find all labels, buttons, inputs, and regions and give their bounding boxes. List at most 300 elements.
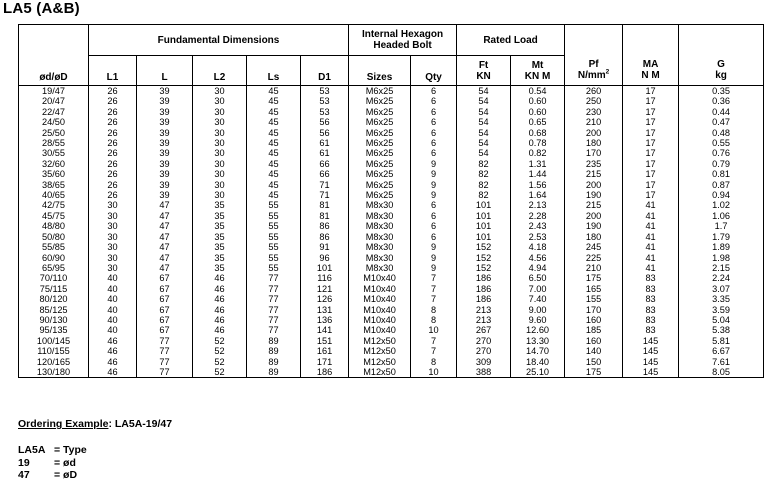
cell-ls: 55: [247, 232, 301, 242]
cell-l2: 30: [193, 96, 247, 106]
cell-ft: 82: [457, 169, 511, 179]
cell-ma: 17: [623, 159, 679, 169]
cell-l: 39: [137, 180, 193, 190]
table-row: [19, 367, 764, 378]
cell-g: 1.06: [679, 211, 764, 221]
cell-pf: 170: [565, 305, 623, 315]
cell-ma: 145: [623, 336, 679, 346]
cell-qty: 6: [411, 138, 457, 148]
cell-ft: 82: [457, 180, 511, 190]
col-header-pf: [565, 56, 623, 86]
cell-mt: 9.00: [511, 305, 565, 315]
cell-mt: 4.18: [511, 242, 565, 252]
legend-key: 19: [18, 456, 30, 469]
legend-row-type: [18, 444, 87, 457]
cell-qty: 9: [411, 190, 457, 200]
cell-l1: 26: [89, 96, 137, 106]
table-row: [19, 294, 764, 304]
cell-dd: 75/115: [19, 284, 89, 294]
table-row: [19, 138, 764, 148]
cell-dd: 100/145: [19, 336, 89, 346]
cell-dd: 95/135: [19, 325, 89, 335]
cell-sizes: M6x25: [349, 190, 411, 200]
cell-pf: 190: [565, 221, 623, 231]
cell-dd: 80/120: [19, 294, 89, 304]
cell-l: 67: [137, 294, 193, 304]
cell-l: 39: [137, 138, 193, 148]
cell-ls: 55: [247, 263, 301, 273]
cell-d1: 131: [301, 305, 349, 315]
cell-mt: 0.60: [511, 96, 565, 106]
cell-g: 1.98: [679, 253, 764, 263]
cell-dd: 50/80: [19, 232, 89, 242]
cell-sizes: M8x30: [349, 263, 411, 273]
ordering-label: Ordering Example: [18, 418, 109, 430]
cell-l2: 30: [193, 148, 247, 158]
table-row: [19, 128, 764, 138]
cell-ft: 54: [457, 96, 511, 106]
cell-dd: 60/90: [19, 253, 89, 263]
table-row: [19, 117, 764, 127]
cell-dd: 30/55: [19, 148, 89, 158]
cell-ls: 55: [247, 221, 301, 231]
cell-g: 0.87: [679, 180, 764, 190]
table-row: [19, 346, 764, 356]
cell-sizes: M8x30: [349, 221, 411, 231]
cell-ft: 101: [457, 221, 511, 231]
cell-ma: 17: [623, 169, 679, 179]
cell-l1: 26: [89, 180, 137, 190]
cell-sizes: M6x25: [349, 96, 411, 106]
cell-ma: 145: [623, 367, 679, 378]
cell-qty: 7: [411, 336, 457, 346]
cell-mt: 0.54: [511, 86, 565, 97]
cell-g: 5.81: [679, 336, 764, 346]
cell-mt: 1.44: [511, 169, 565, 179]
table-row: [19, 180, 764, 190]
cell-qty: 6: [411, 211, 457, 221]
cell-qty: 6: [411, 117, 457, 127]
cell-ft: 101: [457, 232, 511, 242]
cell-dd: 19/47: [19, 86, 89, 97]
cell-l2: 46: [193, 305, 247, 315]
cell-l: 47: [137, 211, 193, 221]
cell-d1: 96: [301, 253, 349, 263]
cell-qty: 9: [411, 263, 457, 273]
cell-l: 67: [137, 315, 193, 325]
cell-mt: 0.60: [511, 107, 565, 117]
cell-sizes: M8x30: [349, 253, 411, 263]
table-row: [19, 232, 764, 242]
cell-g: 0.76: [679, 148, 764, 158]
cell-l2: 35: [193, 232, 247, 242]
cell-pf: 175: [565, 273, 623, 283]
cell-sizes: M6x25: [349, 169, 411, 179]
ma-label: MA: [642, 59, 659, 71]
cell-qty: 6: [411, 107, 457, 117]
cell-ma: 17: [623, 128, 679, 138]
legend-desc: = Type: [54, 444, 87, 456]
cell-ma: 145: [623, 357, 679, 367]
table-row: [19, 169, 764, 179]
col-header-g: [679, 56, 764, 86]
cell-ft: 54: [457, 86, 511, 97]
cell-d1: 101: [301, 263, 349, 273]
cell-ls: 89: [247, 336, 301, 346]
cell-d1: 71: [301, 180, 349, 190]
legend-key: LA5A: [18, 444, 46, 456]
cell-l1: 46: [89, 357, 137, 367]
cell-mt: 18.40: [511, 357, 565, 367]
cell-g: 0.36: [679, 96, 764, 106]
dimensions-table: [18, 24, 764, 378]
table-row: [19, 96, 764, 106]
cell-ft: 213: [457, 305, 511, 315]
header-blank-g: [679, 25, 764, 56]
cell-pf: 180: [565, 232, 623, 242]
cell-l1: 30: [89, 200, 137, 210]
cell-d1: 53: [301, 96, 349, 106]
cell-d1: 91: [301, 242, 349, 252]
cell-qty: 7: [411, 346, 457, 356]
table-row: [19, 284, 764, 294]
cell-g: 0.44: [679, 107, 764, 117]
cell-l1: 40: [89, 305, 137, 315]
cell-l2: 52: [193, 357, 247, 367]
legend-key: 47: [18, 469, 30, 481]
cell-pf: 200: [565, 128, 623, 138]
cell-d1: 81: [301, 200, 349, 210]
cell-ls: 45: [247, 117, 301, 127]
cell-pf: 140: [565, 346, 623, 356]
cell-ls: 45: [247, 107, 301, 117]
cell-pf: 150: [565, 357, 623, 367]
cell-g: 0.81: [679, 169, 764, 179]
cell-l: 47: [137, 253, 193, 263]
cell-ls: 55: [247, 253, 301, 263]
cell-l: 39: [137, 190, 193, 200]
cell-l2: 30: [193, 107, 247, 117]
cell-d1: 186: [301, 367, 349, 378]
cell-ft: 388: [457, 367, 511, 378]
cell-l: 47: [137, 200, 193, 210]
cell-g: 5.38: [679, 325, 764, 335]
table-row: [19, 211, 764, 221]
cell-mt: 7.00: [511, 284, 565, 294]
cell-pf: 260: [565, 86, 623, 97]
cell-ft: 54: [457, 148, 511, 158]
col-header-qty: Qty: [411, 56, 457, 86]
col-header-l: L: [137, 56, 193, 86]
cell-sizes: M8x30: [349, 242, 411, 252]
cell-ls: 55: [247, 211, 301, 221]
cell-dd: 35/60: [19, 169, 89, 179]
cell-l: 77: [137, 346, 193, 356]
cell-ls: 77: [247, 294, 301, 304]
table-row: [19, 253, 764, 263]
cell-g: 1.02: [679, 200, 764, 210]
cell-sizes: M6x25: [349, 117, 411, 127]
cell-sizes: M12x50: [349, 357, 411, 367]
table-row: [19, 305, 764, 315]
cell-ma: 41: [623, 263, 679, 273]
col-header-sizes: Sizes: [349, 56, 411, 86]
cell-d1: 66: [301, 159, 349, 169]
cell-ls: 77: [247, 273, 301, 283]
cell-mt: 14.70: [511, 346, 565, 356]
header-rated-load: Rated Load: [457, 25, 565, 56]
cell-pf: 225: [565, 253, 623, 263]
cell-ls: 89: [247, 367, 301, 378]
cell-l2: 46: [193, 315, 247, 325]
cell-ft: 270: [457, 336, 511, 346]
cell-qty: 6: [411, 200, 457, 210]
cell-l1: 26: [89, 117, 137, 127]
cell-l1: 40: [89, 284, 137, 294]
cell-mt: 4.94: [511, 263, 565, 273]
cell-pf: 250: [565, 96, 623, 106]
col-header-ls: Ls: [247, 56, 301, 86]
cell-ma: 83: [623, 284, 679, 294]
cell-l: 77: [137, 357, 193, 367]
legend-row-bore: [18, 457, 87, 470]
cell-l: 77: [137, 367, 193, 378]
cell-l: 67: [137, 325, 193, 335]
cell-sizes: M10x40: [349, 305, 411, 315]
cell-ma: 41: [623, 211, 679, 221]
cell-g: 7.61: [679, 357, 764, 367]
header-blank: [19, 25, 89, 56]
cell-g: 3.07: [679, 284, 764, 294]
cell-l2: 46: [193, 325, 247, 335]
header-fundamental-dimensions: Fundamental Dimensions: [89, 25, 349, 56]
cell-ls: 77: [247, 305, 301, 315]
cell-l: 39: [137, 107, 193, 117]
cell-pf: 170: [565, 148, 623, 158]
cell-l2: 52: [193, 367, 247, 378]
ordering-example: [18, 418, 172, 430]
col-header-d1: D1: [301, 56, 349, 86]
cell-sizes: M6x25: [349, 107, 411, 117]
cell-dd: 45/75: [19, 211, 89, 221]
cell-l: 39: [137, 86, 193, 97]
cell-l2: 30: [193, 86, 247, 97]
cell-dd: 90/130: [19, 315, 89, 325]
cell-ls: 77: [247, 325, 301, 335]
cell-ls: 55: [247, 200, 301, 210]
cell-dd: 48/80: [19, 221, 89, 231]
ordering-value: : LA5A-19/47: [108, 418, 173, 430]
table-row: [19, 107, 764, 117]
cell-pf: 165: [565, 284, 623, 294]
cell-ma: 17: [623, 138, 679, 148]
cell-sizes: M10x40: [349, 315, 411, 325]
cell-mt: 12.60: [511, 325, 565, 335]
cell-l1: 30: [89, 242, 137, 252]
cell-l1: 40: [89, 294, 137, 304]
ma-unit: N M: [641, 70, 660, 82]
col-header-ft: [457, 56, 511, 86]
cell-ft: 270: [457, 346, 511, 356]
cell-dd: 65/95: [19, 263, 89, 273]
col-header-l1: L1: [89, 56, 137, 86]
cell-l2: 30: [193, 128, 247, 138]
cell-mt: 2.43: [511, 221, 565, 231]
legend-row-outer: [18, 469, 87, 482]
cell-ma: 41: [623, 221, 679, 231]
cell-pf: 215: [565, 200, 623, 210]
cell-g: 2.24: [679, 273, 764, 283]
cell-l: 47: [137, 221, 193, 231]
table-row: [19, 357, 764, 367]
cell-g: 2.15: [679, 263, 764, 273]
cell-ma: 17: [623, 107, 679, 117]
cell-l1: 26: [89, 159, 137, 169]
cell-l1: 30: [89, 221, 137, 231]
cell-ls: 45: [247, 128, 301, 138]
cell-ma: 83: [623, 315, 679, 325]
cell-mt: 25.10: [511, 367, 565, 378]
cell-mt: 0.65: [511, 117, 565, 127]
cell-l2: 52: [193, 346, 247, 356]
cell-sizes: M10x40: [349, 273, 411, 283]
cell-d1: 53: [301, 107, 349, 117]
cell-l2: 35: [193, 263, 247, 273]
cell-l2: 35: [193, 253, 247, 263]
cell-mt: 7.40: [511, 294, 565, 304]
cell-sizes: M10x40: [349, 284, 411, 294]
cell-l2: 30: [193, 190, 247, 200]
cell-d1: 81: [301, 211, 349, 221]
cell-mt: 2.13: [511, 200, 565, 210]
cell-l2: 46: [193, 273, 247, 283]
cell-d1: 61: [301, 138, 349, 148]
cell-dd: 24/50: [19, 117, 89, 127]
cell-qty: 6: [411, 96, 457, 106]
cell-l: 47: [137, 242, 193, 252]
cell-ft: 186: [457, 284, 511, 294]
cell-ls: 45: [247, 138, 301, 148]
cell-mt: 0.78: [511, 138, 565, 148]
cell-l2: 35: [193, 242, 247, 252]
cell-ft: 54: [457, 107, 511, 117]
cell-l: 47: [137, 263, 193, 273]
cell-ft: 152: [457, 253, 511, 263]
table-body: [19, 86, 764, 378]
cell-l: 39: [137, 159, 193, 169]
cell-mt: 2.28: [511, 211, 565, 221]
cell-dd: 42/75: [19, 200, 89, 210]
cell-g: 1.7: [679, 221, 764, 231]
cell-l1: 26: [89, 86, 137, 97]
cell-ma: 17: [623, 180, 679, 190]
cell-qty: 8: [411, 357, 457, 367]
cell-ft: 186: [457, 294, 511, 304]
cell-ma: 41: [623, 242, 679, 252]
cell-d1: 126: [301, 294, 349, 304]
cell-dd: 22/47: [19, 107, 89, 117]
cell-qty: 8: [411, 305, 457, 315]
cell-ls: 89: [247, 346, 301, 356]
cell-l2: 46: [193, 284, 247, 294]
cell-qty: 9: [411, 180, 457, 190]
legend-desc: = ød: [54, 456, 76, 469]
cell-g: 6.67: [679, 346, 764, 356]
cell-ls: 45: [247, 159, 301, 169]
cell-ma: 145: [623, 346, 679, 356]
cell-l1: 26: [89, 128, 137, 138]
header-internal-hexagon-bolt: [349, 25, 457, 56]
cell-ma: 83: [623, 305, 679, 315]
cell-g: 1.89: [679, 242, 764, 252]
pf-unit-sup: 2: [605, 68, 610, 76]
table-row: [19, 273, 764, 283]
cell-l: 39: [137, 128, 193, 138]
cell-l: 67: [137, 284, 193, 294]
cell-l1: 30: [89, 253, 137, 263]
cell-sizes: M10x40: [349, 294, 411, 304]
cell-pf: 200: [565, 180, 623, 190]
cell-pf: 245: [565, 242, 623, 252]
cell-dd: 20/47: [19, 96, 89, 106]
cell-d1: 161: [301, 346, 349, 356]
cell-l1: 30: [89, 263, 137, 273]
cell-qty: 6: [411, 86, 457, 97]
cell-l1: 46: [89, 336, 137, 346]
cell-qty: 7: [411, 273, 457, 283]
cell-mt: 0.82: [511, 148, 565, 158]
table-row: [19, 200, 764, 210]
cell-l1: 30: [89, 232, 137, 242]
cell-ft: 267: [457, 325, 511, 335]
table-row: [19, 336, 764, 346]
cell-d1: 56: [301, 128, 349, 138]
cell-qty: 6: [411, 148, 457, 158]
pf-unit: N/mm: [577, 70, 606, 82]
ft-unit: KN: [476, 70, 491, 82]
cell-d1: 151: [301, 336, 349, 346]
cell-l1: 26: [89, 169, 137, 179]
cell-ls: 77: [247, 315, 301, 325]
cell-qty: 9: [411, 242, 457, 252]
table-row: [19, 159, 764, 169]
cell-g: 8.05: [679, 367, 764, 378]
cell-pf: 210: [565, 263, 623, 273]
cell-sizes: M12x50: [349, 336, 411, 346]
table-row: [19, 315, 764, 325]
table-row: [19, 86, 764, 97]
cell-ft: 152: [457, 242, 511, 252]
cell-ls: 45: [247, 86, 301, 97]
cell-mt: 6.50: [511, 273, 565, 283]
page-title: LA5 (A&B): [3, 0, 80, 17]
cell-mt: 4.56: [511, 253, 565, 263]
cell-l2: 46: [193, 294, 247, 304]
cell-dd: 130/180: [19, 367, 89, 378]
cell-qty: 8: [411, 315, 457, 325]
cell-ma: 17: [623, 148, 679, 158]
cell-l: 47: [137, 232, 193, 242]
cell-d1: 141: [301, 325, 349, 335]
mt-label: Mt: [531, 59, 544, 71]
cell-l1: 40: [89, 273, 137, 283]
legend-desc: = øD: [54, 469, 78, 481]
col-header-mt: [511, 56, 565, 86]
g-label: G: [717, 59, 725, 71]
cell-d1: 61: [301, 148, 349, 158]
cell-sizes: M6x25: [349, 180, 411, 190]
cell-dd: 25/50: [19, 128, 89, 138]
